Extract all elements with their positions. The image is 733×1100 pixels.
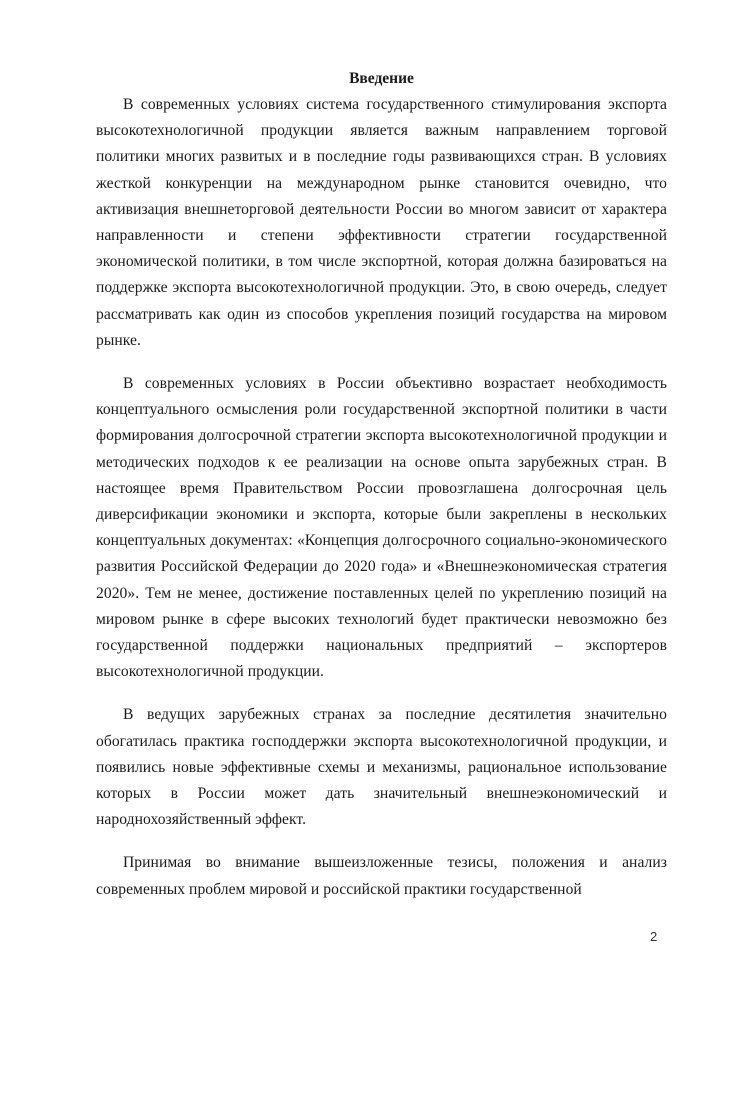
paragraph-1: В современных условиях система государственного стимулирования экспорта высокотехнологичной продукции является важным направлением торговой политики многих развитых и в последние годы развивающихся стран. В условиях жесткой конкуренции на международном рынке становится очевидно, что активизация внешнеторговой деятельности России во многом зависит от характера направленности и степени эффективности стратегии государственной экономической политики, в том числе экспортной, которая должна базироваться на поддержке экспорта высокотехнологичной продукции. Это, в свою очередь, следует рассматривать как один из способов укрепления позиций государства на мировом рынке. <box>96 96 667 349</box>
page-content <box>96 66 667 903</box>
paragraph-3: В ведущих зарубежных странах за последние десятилетия значительно обогатилась практика господдержки экспорта высокотехнологичной продукции, и появились новые эффективные схемы и механизмы, рациональное использование которых в России может дать значительный внешнеэкономический и народнохозяйственный эффект. <box>96 706 667 829</box>
paragraph-2: В современных условиях в России объективно возрастает необходимость концептуального осмысления роли государственной экспортной политики в части формирования долгосрочной стратегии экспорта высокотехнологичной продукции и методических подходов к ее реализации на основе опыта зарубежных стран. В настоящее время Правительством России провозглашена долгосрочная цель диверсификации экономики и экспорта, которые были закреплены в нескольких концептуальных документах: «Концепция долгосрочного социально-экономического развития Российской Федерации до 2020 года» и «Внешнеэкономическая стратегия 2020». Тем не менее, достижение поставленных целей по укреплению позиций на мировом рынке в сфере высоких технологий будет практически невозможно без государственной поддержки национальных предприятий – экспортеров высокотехнологичной продукции. <box>96 375 667 681</box>
page-number: 2 <box>650 929 658 944</box>
paragraph-4: Принимая во внимание вышеизложенные тезисы, положения и анализ современных проблем мировой и российской практики государственной <box>96 854 667 898</box>
section-title: Введение <box>349 70 414 87</box>
